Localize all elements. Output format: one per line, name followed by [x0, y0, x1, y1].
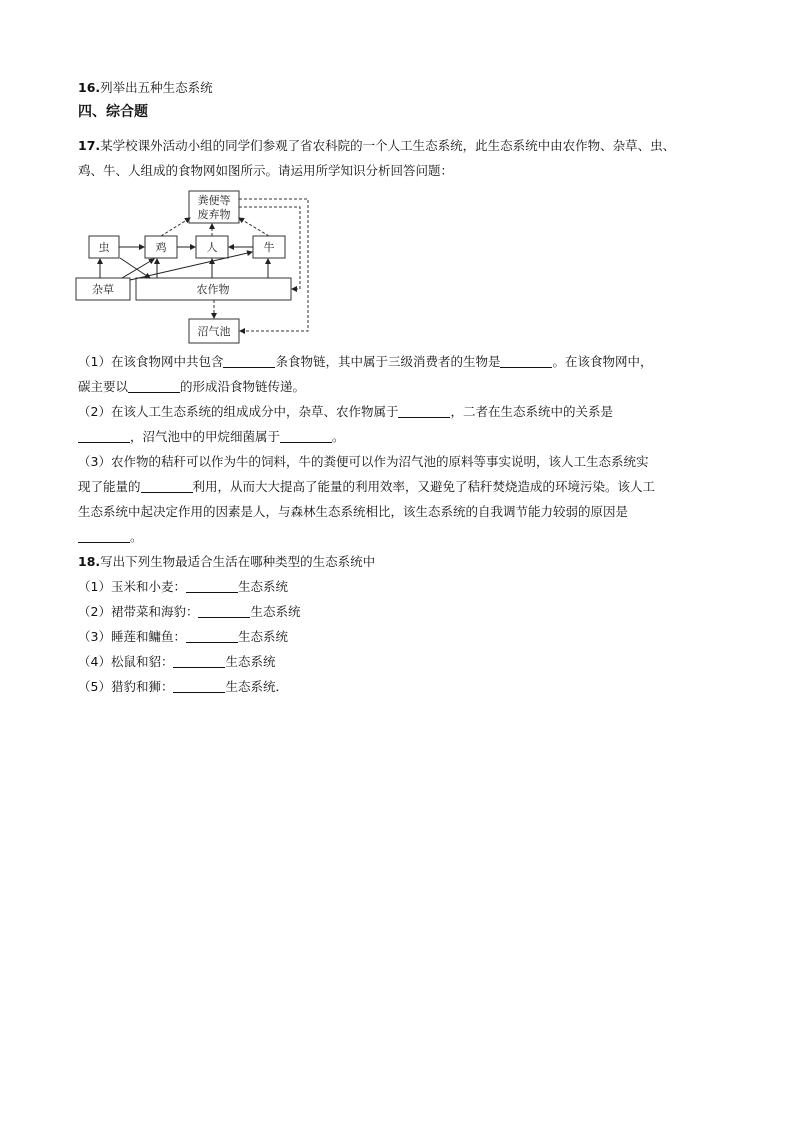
question-16-text: 列举出五种生态系统: [100, 80, 213, 95]
answer-blank[interactable]: [128, 380, 180, 393]
answer-blank[interactable]: [198, 605, 250, 618]
question-17-number: 17.: [78, 138, 101, 153]
q18-item-5: [78, 679, 288, 695]
q17-part2-text-a: （2）在该人工生态系统的组成成分中，杂草、农作物属于: [78, 404, 399, 419]
q18-item-suffix: 生态系统: [237, 579, 288, 594]
q17-part1-line2: [78, 379, 305, 395]
q17-part2-line1: [78, 404, 613, 420]
manure-label-2: 废弃物: [197, 208, 231, 221]
q18-item-label: （4）松鼠和貂：: [78, 654, 174, 669]
answer-blank[interactable]: [398, 405, 450, 418]
q17-part3-line3: 生态系统中起决定作用的因素是人，与森林生态系统相比，该生态系统的自我调节能力较弱的原因是: [78, 504, 629, 519]
manure-label-1: 粪便等: [197, 194, 231, 207]
answer-blank[interactable]: [173, 680, 225, 693]
q18-item-3: [78, 629, 288, 645]
answer-blank[interactable]: [223, 355, 275, 368]
q18-item-suffix: 生态系统: [237, 629, 288, 644]
q18-item-2: [78, 604, 300, 620]
q18-item-suffix: 生态系统: [225, 654, 276, 669]
q17-part1-text-b: 条食物链，其中属于三级消费者的生物是: [275, 354, 501, 369]
q17-part3-text-b: 现了能量的: [78, 479, 141, 494]
q17-part2-text-d: 。: [332, 429, 345, 444]
crops-label: 农作物: [196, 283, 230, 296]
q17-part2-text-c: ，沼气池中的甲烷细菌属于: [130, 429, 281, 444]
q17-part1-text-a: （1）在该食物网中共包含: [78, 354, 224, 369]
cow-label: 牛: [263, 241, 275, 254]
answer-blank[interactable]: [141, 480, 193, 493]
insect-label: 虫: [98, 241, 110, 254]
q18-item-4: [78, 654, 275, 670]
q18-item-label: （5）猎豹和狮：: [78, 679, 174, 694]
chicken-label: 鸡: [155, 241, 167, 254]
answer-blank[interactable]: [186, 580, 238, 593]
question-17-intro-line1: [78, 138, 675, 154]
answer-blank[interactable]: [500, 355, 552, 368]
question-18: [78, 554, 375, 570]
q17-part1-text-c: 。在该食物网中，: [552, 354, 653, 369]
food-chain-arrows: [100, 247, 268, 280]
question-18-number: 18.: [78, 554, 101, 569]
weeds-label: 杂草: [92, 283, 114, 296]
question-18-text: 写出下列生物最适合生活在哪种类型的生态系统中: [100, 554, 376, 569]
q18-item-suffix: 生态系统: [250, 604, 301, 619]
answer-blank[interactable]: [186, 630, 238, 643]
q17-part3-text-c: 利用，从而大大提高了能量的利用效率，又避免了秸秆焚烧造成的环境污染。该人工: [192, 479, 656, 494]
q18-item-label: （3）睡莲和鳙鱼：: [78, 629, 186, 644]
question-17-intro-line2: 鸡、牛、人组成的食物网如图所示。请运用所学知识分析回答问题：: [78, 163, 454, 178]
answer-blank[interactable]: [173, 655, 225, 668]
food-web-diagram: [72, 188, 322, 346]
answer-blank[interactable]: [78, 430, 130, 443]
question-16-number: 16.: [78, 80, 101, 95]
q17-part3-line1: （3）农作物的秸秆可以作为牛的饲料，牛的粪便可以作为沼气池的原料等事实说明，该人工生态系统实: [78, 454, 649, 469]
q18-item-1: [78, 579, 288, 595]
q17-part3-text-e: 。: [130, 529, 143, 544]
q17-part1-line1: [78, 354, 653, 370]
answer-blank[interactable]: [280, 430, 332, 443]
q17-part3-line4: [78, 529, 143, 545]
q18-item-label: （2）裙带菜和海豹：: [78, 604, 199, 619]
human-label: 人: [206, 241, 218, 254]
q18-item-suffix: 生态系统．: [225, 679, 288, 694]
q17-part3-line2: [78, 479, 655, 495]
question-16: [78, 80, 213, 96]
answer-blank[interactable]: [78, 530, 130, 543]
section-heading: 四、综合题: [78, 104, 148, 120]
q18-item-label: （1）玉米和小麦：: [78, 579, 186, 594]
q17-part1-text-d: 碳主要以: [78, 379, 129, 394]
q17-part2-text-b: ，二者在生态系统中的关系是: [450, 404, 613, 419]
biogas-label: 沼气池: [197, 325, 231, 338]
q17-part1-text-e: 的形成沿食物链传递。: [180, 379, 306, 394]
q17-part2-line2: [78, 429, 345, 445]
question-17-intro1: 某学校课外活动小组的同学们参观了省农科院的一个人工生态系统，此生态系统中由农作物、杂草、虫、: [100, 138, 676, 153]
